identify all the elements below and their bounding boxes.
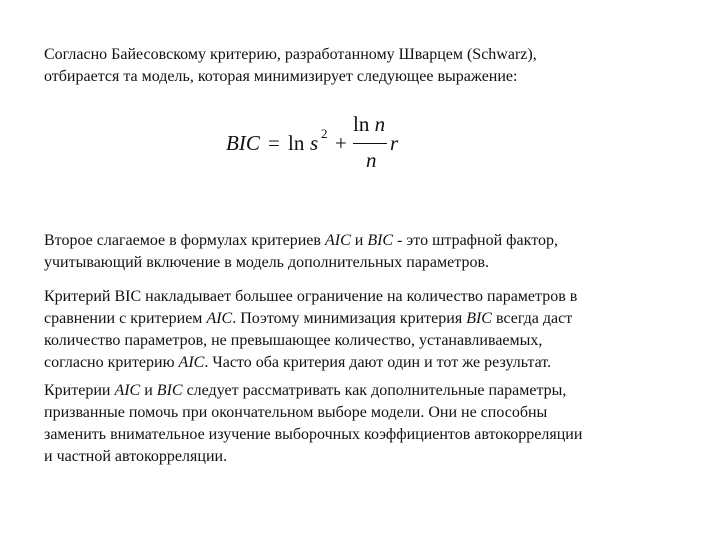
text-segment: сравнении с критерием bbox=[44, 310, 207, 327]
penalty-paragraph bbox=[44, 230, 684, 274]
fraction-bar bbox=[353, 143, 387, 144]
formula-s: s bbox=[310, 131, 319, 155]
text-segment: и bbox=[350, 232, 368, 249]
numerator-n: n bbox=[374, 112, 386, 136]
numerator-ln: ln bbox=[353, 112, 370, 136]
conclusion-paragraph bbox=[44, 380, 684, 468]
aic-term: AIC bbox=[178, 354, 205, 371]
formula-equals: = bbox=[268, 131, 280, 155]
formula-r: r bbox=[390, 131, 399, 155]
aic-term: AIC bbox=[206, 310, 233, 327]
formula-ln: ln bbox=[288, 131, 305, 155]
aic-term: AIC bbox=[114, 382, 141, 399]
aic-term: AIC bbox=[324, 232, 351, 249]
text-segment: следует рассматривать как дополнительные параметры, bbox=[182, 382, 567, 399]
text-segment: Критерии bbox=[44, 382, 115, 399]
text-segment: и bbox=[140, 382, 157, 399]
text-segment: . Поэтому минимизация критерия bbox=[232, 310, 467, 327]
formula-exponent: 2 bbox=[321, 126, 328, 141]
text-segment: . Часто оба критерия дают один и тот же результат. bbox=[204, 354, 552, 371]
text-segment: - это штрафной фактор, bbox=[393, 232, 558, 249]
comparison-paragraph bbox=[44, 286, 684, 374]
bic-formula bbox=[226, 112, 406, 176]
intro-paragraph bbox=[44, 44, 684, 88]
text-segment: количество параметров, не превышающее количество, устанавливаемых, bbox=[44, 332, 543, 349]
text-segment: и частной автокорреляции. bbox=[44, 448, 228, 465]
text-segment: учитывающий включение в модель дополнительных параметров. bbox=[44, 254, 489, 271]
formula-denominator: n bbox=[366, 148, 377, 172]
text-segment: всегда даст bbox=[491, 310, 573, 327]
text-segment: Второе слагаемое в формулах критериев bbox=[44, 232, 325, 249]
formula-lhs: BIC bbox=[226, 131, 260, 155]
text-segment: накладывает большее ограничение на количество параметров в bbox=[141, 288, 578, 305]
intro-line-2: отбирается та модель, которая минимизирует следующее выражение: bbox=[44, 68, 518, 85]
bic-term: BIC bbox=[466, 310, 492, 327]
bic-term: BIC bbox=[156, 382, 183, 399]
text-segment: Критерий bbox=[44, 288, 115, 305]
text-segment: призванные помочь при окончательном выборе модели. Они не способны bbox=[44, 404, 548, 421]
intro-line-1: Согласно Байесовскому критерию, разработанному Шварцем (Schwarz), bbox=[44, 46, 537, 63]
formula-numerator bbox=[353, 112, 385, 137]
text-segment: заменить внимательное изучение выборочных коэффициентов автокорреляции bbox=[44, 426, 583, 443]
bic-term: BIC bbox=[114, 288, 142, 305]
formula-plus: + bbox=[335, 131, 347, 155]
text-segment: согласно критерию bbox=[44, 354, 179, 371]
bic-term: BIC bbox=[367, 232, 394, 249]
